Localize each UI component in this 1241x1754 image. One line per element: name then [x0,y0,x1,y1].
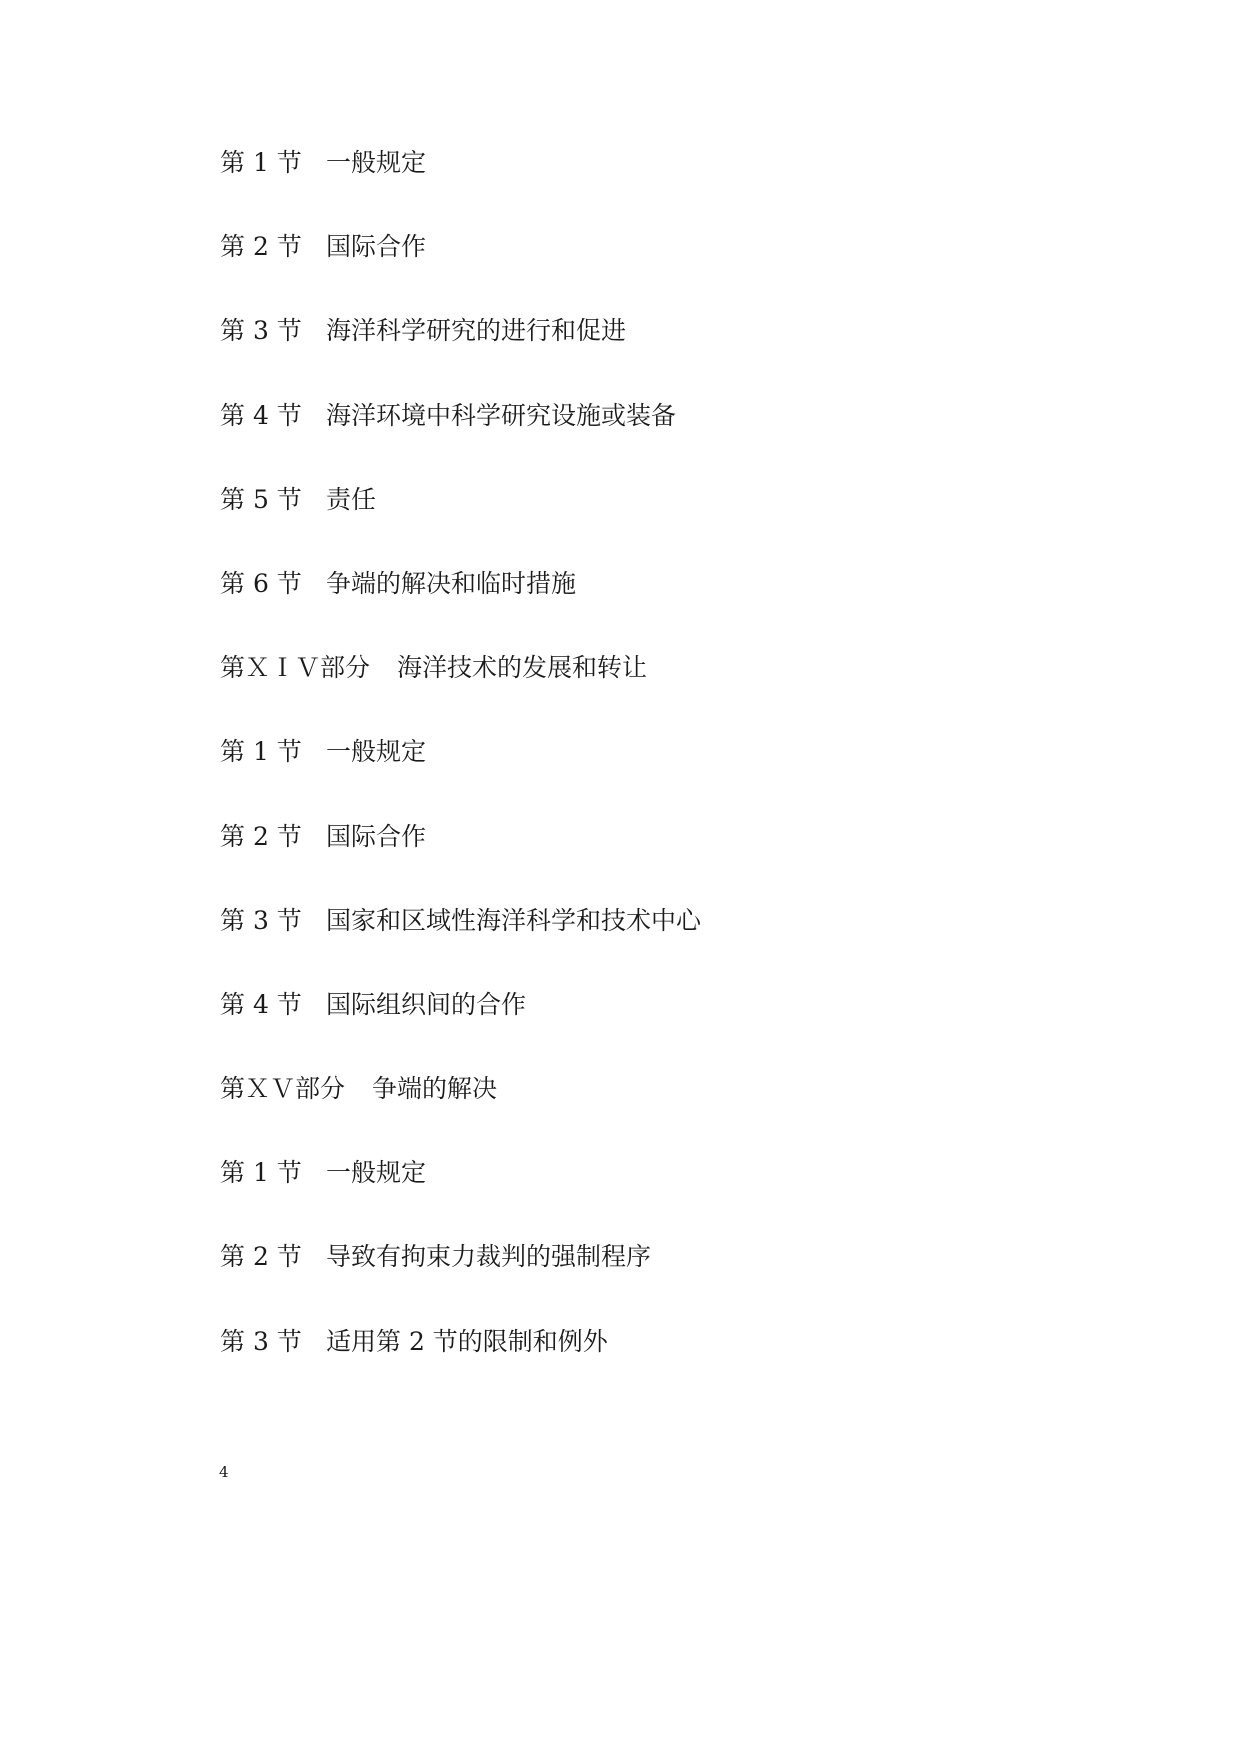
toc-entry-title: 海洋环境中科学研究设施或装备 [326,400,677,430]
toc-entry-prefix: 第 5 节 [220,484,302,514]
toc-entry-prefix: 第 3 节 [220,316,302,346]
toc-entry-title: 争端的解决和临时措施 [326,568,577,598]
toc-part-title: 争端的解决 [372,1074,498,1104]
toc-entry-prefix: 第 3 节 [220,905,302,935]
toc-entry-prefix: 第 2 节 [220,821,302,851]
toc-entry [220,563,701,647]
toc-part-prefix: 第ＸＶ部分 [220,1074,346,1104]
toc-entry-prefix: 第 1 节 [220,1158,302,1188]
toc-entry-title: 国际组织间的合作 [326,989,527,1019]
toc-entry-title: 一般规定 [326,148,427,177]
toc-entry-prefix: 第 6 节 [220,568,302,598]
toc-entry-title: 一般规定 [326,1158,427,1188]
toc-entry-prefix: 第 4 节 [220,400,302,430]
page-number: 4 [219,1463,229,1481]
toc-entry [220,984,701,1068]
toc-part-heading [220,647,701,731]
toc-entry-prefix: 第 1 节 [220,148,302,177]
toc-entry-title: 海洋科学研究的进行和促进 [326,316,627,346]
toc-entry-title: 一般规定 [326,737,427,767]
toc-part-title: 海洋技术的发展和转让 [397,653,648,683]
toc-entry [220,816,701,900]
toc-entry-prefix: 第 2 节 [220,232,302,262]
toc-entry-title: 适用第 2 节的限制和例外 [326,1326,608,1356]
toc-entry-title: 国际合作 [326,232,427,262]
toc-entry-title: 责任 [326,484,377,514]
toc-part-prefix: 第ＸＩＶ部分 [220,653,371,683]
toc-part-heading [220,1068,701,1152]
toc-entry-prefix: 第 1 节 [220,737,302,767]
toc-entry [220,142,701,226]
toc-entry-title: 国家和区域性海洋科学和技术中心 [326,905,702,935]
toc-entry [220,479,701,563]
toc-entry [220,310,701,394]
toc-entry-title: 导致有拘束力裁判的强制程序 [326,1242,652,1272]
toc-entry-title: 国际合作 [326,821,427,851]
toc-entry-prefix: 第 4 节 [220,989,302,1019]
toc-entry [220,900,701,984]
toc-entry [220,395,701,479]
table-of-contents [220,142,701,1405]
toc-entry [220,1152,701,1236]
toc-entry [220,731,701,815]
toc-entry [220,226,701,310]
toc-entry-prefix: 第 3 节 [220,1326,302,1356]
toc-entry [220,1236,701,1320]
toc-entry [220,1321,701,1405]
toc-entry-prefix: 第 2 节 [220,1242,302,1272]
